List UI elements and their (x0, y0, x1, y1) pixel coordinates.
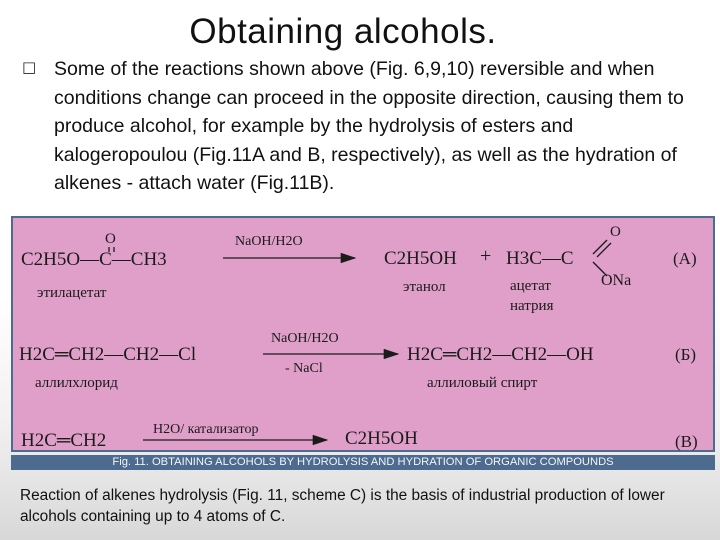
reaction-a-carbonyl-o: O (105, 231, 116, 247)
reaction-a-product2-name-1: ацетат (510, 278, 551, 294)
reaction-a-product2-o: O (610, 224, 621, 240)
figure-caption: Fig. 11. OBTAINING ALCOHOLS BY HYDROLYSIS AND HYDRATION OF ORGANIC COMPOUNDS (11, 455, 715, 470)
reaction-a-product1-name: этанол (403, 279, 446, 295)
reaction-a-product2-bond-up (593, 240, 607, 254)
reaction-a-product2: H3C—C (506, 248, 574, 269)
reaction-a (21, 224, 697, 314)
reaction-c-reagent: H2O/ катализатор (153, 422, 259, 437)
slide-title: Obtaining alcohols. (189, 12, 497, 51)
reaction-a-reactant: C2H5O—C—CH3 (21, 249, 167, 270)
reaction-b-product: H2C═CH2—CH2—OH (407, 344, 594, 365)
reaction-a-reactant-name: этилацетат (37, 285, 107, 301)
reaction-scheme (13, 218, 717, 454)
reaction-a-product2-ona: ONa (601, 272, 632, 289)
reaction-a-reagent: NaOH/H2O (235, 234, 303, 249)
reaction-a-product2-bond-up-2 (597, 243, 611, 257)
body-paragraph: Some of the reactions shown above (Fig. 6,9,10) reversible and when conditions change can proceed in the opposite direction, causing them to produce alcohol, for example by the hydrolysis of esters and kalogeropoulou (Fig.11A and B, respectively), as well as the hydration of alkenes - attach water (Fig.11B). (54, 58, 684, 195)
reaction-a-product2-name-2: натрия (510, 298, 554, 314)
reaction-a-product1: C2H5OH (384, 248, 457, 269)
reaction-b-label: (Б) (675, 345, 697, 364)
reaction-b (19, 331, 696, 391)
reaction-b-product-name: аллиловый спирт (427, 375, 538, 391)
reaction-b-reagent-bottom: - NaCl (285, 361, 323, 376)
reaction-c-reactant: H2C═CH2 (21, 430, 107, 451)
reaction-a-label: (А) (673, 249, 697, 268)
bottom-paragraph: Reaction of alkenes hydrolysis (Fig. 11, scheme C) is the basis of industrial production of lower alcohols containing up to 4 atoms of C. (20, 487, 665, 525)
square-bullet-icon: □ (22, 58, 37, 76)
reaction-b-reactant-name: аллилхлорид (35, 375, 118, 391)
reaction-a-plus: + (480, 245, 492, 267)
reaction-c-product: C2H5OH (345, 428, 418, 449)
reaction-c (21, 422, 698, 451)
reaction-b-reactant: H2C═CH2—CH2—Cl (19, 344, 197, 365)
reaction-b-reagent-top: NaOH/H2O (271, 331, 339, 346)
reaction-c-label: (В) (675, 432, 698, 451)
reaction-figure (11, 216, 715, 452)
